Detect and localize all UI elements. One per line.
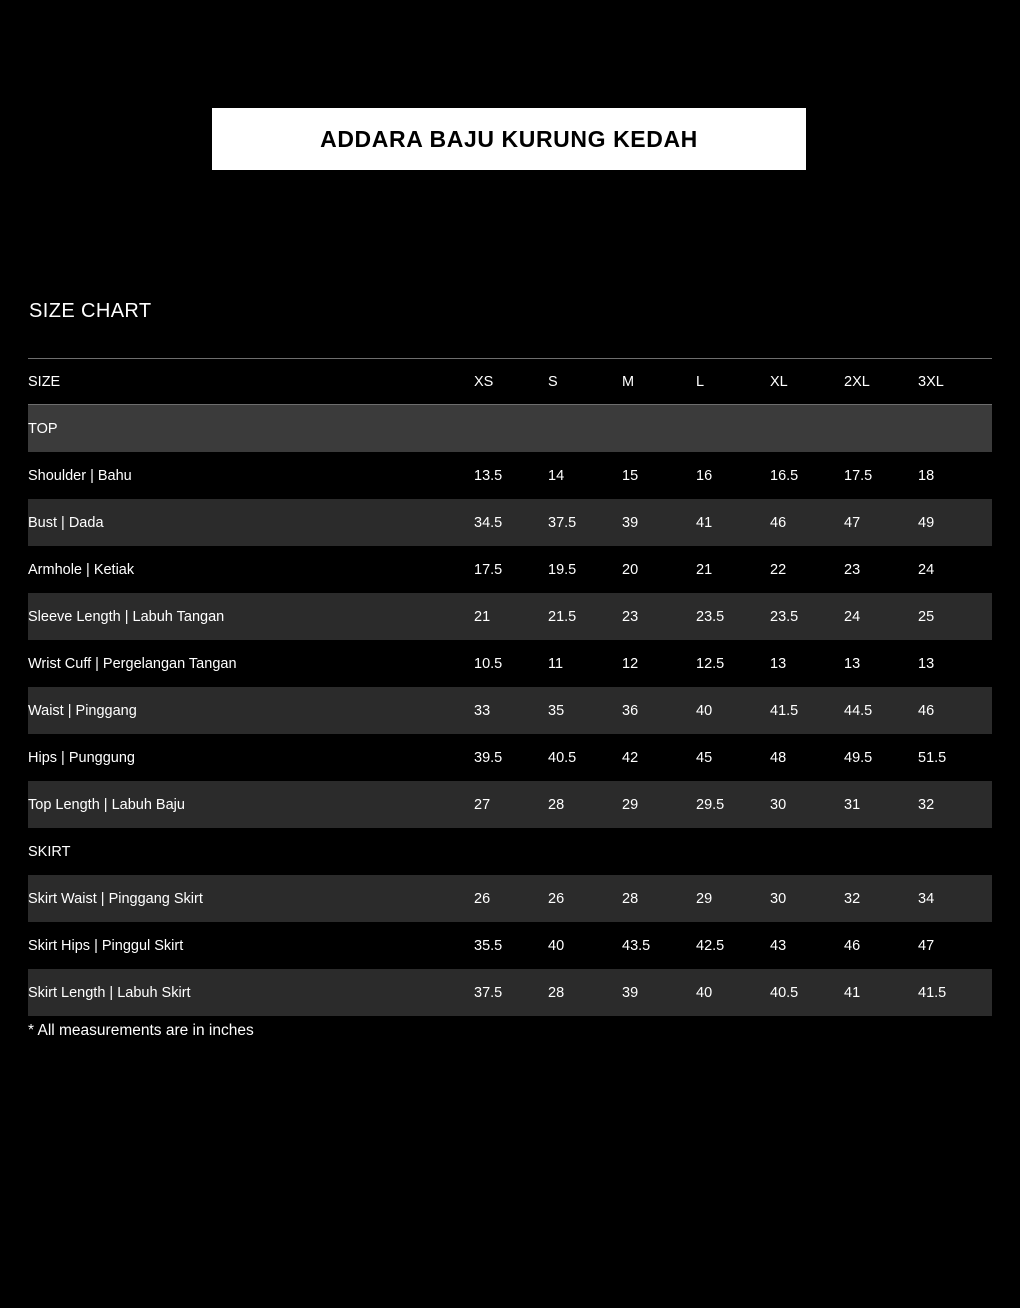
row-cell: 46 (770, 499, 844, 546)
column-header-l: L (696, 359, 770, 405)
row-cell: 37.5 (548, 499, 622, 546)
row-cell: 42 (622, 734, 696, 781)
row-cell: 17.5 (474, 546, 548, 593)
column-header-s: S (548, 359, 622, 405)
group-cell (622, 828, 696, 875)
group-label: TOP (28, 405, 474, 453)
column-header-xs: XS (474, 359, 548, 405)
row-cell: 41 (696, 499, 770, 546)
row-cell: 23 (622, 593, 696, 640)
row-label: Skirt Length | Labuh Skirt (28, 969, 474, 1016)
table-row (28, 687, 992, 734)
table-row (28, 734, 992, 781)
group-cell (844, 405, 918, 453)
row-cell: 40.5 (548, 734, 622, 781)
row-cell: 29 (696, 875, 770, 922)
table-row (28, 640, 992, 687)
row-cell: 47 (844, 499, 918, 546)
row-cell: 19.5 (548, 546, 622, 593)
row-label: Top Length | Labuh Baju (28, 781, 474, 828)
row-cell: 28 (548, 781, 622, 828)
row-cell: 23.5 (770, 593, 844, 640)
row-label: Waist | Pinggang (28, 687, 474, 734)
size-chart-table (28, 358, 992, 1016)
column-header-size: SIZE (28, 359, 474, 405)
row-cell: 35.5 (474, 922, 548, 969)
row-cell: 17.5 (844, 452, 918, 499)
row-cell: 32 (918, 781, 992, 828)
row-label: Wrist Cuff | Pergelangan Tangan (28, 640, 474, 687)
row-cell: 40.5 (770, 969, 844, 1016)
table-group-row (28, 405, 992, 453)
row-cell: 16.5 (770, 452, 844, 499)
group-cell (696, 405, 770, 453)
row-cell: 49 (918, 499, 992, 546)
row-cell: 33 (474, 687, 548, 734)
row-cell: 31 (844, 781, 918, 828)
row-cell: 13.5 (474, 452, 548, 499)
row-cell: 39 (622, 499, 696, 546)
row-cell: 29 (622, 781, 696, 828)
group-label: SKIRT (28, 828, 474, 875)
row-cell: 13 (918, 640, 992, 687)
row-cell: 29.5 (696, 781, 770, 828)
table-row (28, 875, 992, 922)
row-cell: 23.5 (696, 593, 770, 640)
table-row (28, 546, 992, 593)
group-cell (844, 828, 918, 875)
section-heading: SIZE CHART (29, 300, 152, 322)
row-cell: 22 (770, 546, 844, 593)
row-label: Sleeve Length | Labuh Tangan (28, 593, 474, 640)
row-cell: 48 (770, 734, 844, 781)
title-banner (212, 108, 806, 170)
column-header-xl: XL (770, 359, 844, 405)
row-cell: 39.5 (474, 734, 548, 781)
row-cell: 41.5 (918, 969, 992, 1016)
row-cell: 25 (918, 593, 992, 640)
row-cell: 37.5 (474, 969, 548, 1016)
column-header-2xl: 2XL (844, 359, 918, 405)
row-cell: 30 (770, 781, 844, 828)
column-header-m: M (622, 359, 696, 405)
row-cell: 41 (844, 969, 918, 1016)
row-cell: 21 (474, 593, 548, 640)
group-cell (622, 405, 696, 453)
row-cell: 23 (844, 546, 918, 593)
table-row (28, 969, 992, 1016)
table-head (28, 359, 992, 405)
size-chart-table-wrapper (28, 358, 984, 1016)
row-label: Skirt Waist | Pinggang Skirt (28, 875, 474, 922)
row-cell: 43.5 (622, 922, 696, 969)
row-cell: 35 (548, 687, 622, 734)
row-cell: 13 (770, 640, 844, 687)
row-cell: 43 (770, 922, 844, 969)
row-cell: 40 (548, 922, 622, 969)
row-cell: 24 (844, 593, 918, 640)
row-label: Skirt Hips | Pinggul Skirt (28, 922, 474, 969)
table-group-row (28, 828, 992, 875)
row-label: Bust | Dada (28, 499, 474, 546)
table-row (28, 593, 992, 640)
group-cell (918, 828, 992, 875)
row-cell: 21.5 (548, 593, 622, 640)
row-cell: 16 (696, 452, 770, 499)
table-header-row (28, 359, 992, 405)
row-cell: 40 (696, 687, 770, 734)
row-cell: 46 (918, 687, 992, 734)
row-cell: 12.5 (696, 640, 770, 687)
group-cell (918, 405, 992, 453)
row-cell: 44.5 (844, 687, 918, 734)
row-label: Hips | Punggung (28, 734, 474, 781)
row-cell: 26 (474, 875, 548, 922)
table-row (28, 452, 992, 499)
group-cell (548, 405, 622, 453)
group-cell (770, 828, 844, 875)
group-cell (770, 405, 844, 453)
row-cell: 34 (918, 875, 992, 922)
row-cell: 42.5 (696, 922, 770, 969)
row-cell: 39 (622, 969, 696, 1016)
row-cell: 41.5 (770, 687, 844, 734)
row-label: Shoulder | Bahu (28, 452, 474, 499)
row-cell: 47 (918, 922, 992, 969)
row-cell: 34.5 (474, 499, 548, 546)
row-cell: 32 (844, 875, 918, 922)
row-cell: 11 (548, 640, 622, 687)
row-cell: 45 (696, 734, 770, 781)
row-cell: 36 (622, 687, 696, 734)
row-label: Armhole | Ketiak (28, 546, 474, 593)
row-cell: 46 (844, 922, 918, 969)
group-cell (696, 828, 770, 875)
row-cell: 18 (918, 452, 992, 499)
row-cell: 13 (844, 640, 918, 687)
row-cell: 21 (696, 546, 770, 593)
row-cell: 12 (622, 640, 696, 687)
group-cell (474, 405, 548, 453)
group-cell (474, 828, 548, 875)
table-row (28, 499, 992, 546)
table-body (28, 405, 992, 1017)
row-cell: 15 (622, 452, 696, 499)
row-cell: 40 (696, 969, 770, 1016)
row-cell: 49.5 (844, 734, 918, 781)
row-cell: 24 (918, 546, 992, 593)
column-header-3xl: 3XL (918, 359, 992, 405)
table-row (28, 781, 992, 828)
row-cell: 14 (548, 452, 622, 499)
group-cell (548, 828, 622, 875)
measurement-note: * All measurements are in inches (28, 1022, 254, 1039)
row-cell: 30 (770, 875, 844, 922)
page-title: ADDARA BAJU KURUNG KEDAH (320, 125, 698, 152)
table-row (28, 922, 992, 969)
row-cell: 26 (548, 875, 622, 922)
row-cell: 28 (622, 875, 696, 922)
row-cell: 28 (548, 969, 622, 1016)
row-cell: 51.5 (918, 734, 992, 781)
row-cell: 10.5 (474, 640, 548, 687)
row-cell: 20 (622, 546, 696, 593)
row-cell: 27 (474, 781, 548, 828)
